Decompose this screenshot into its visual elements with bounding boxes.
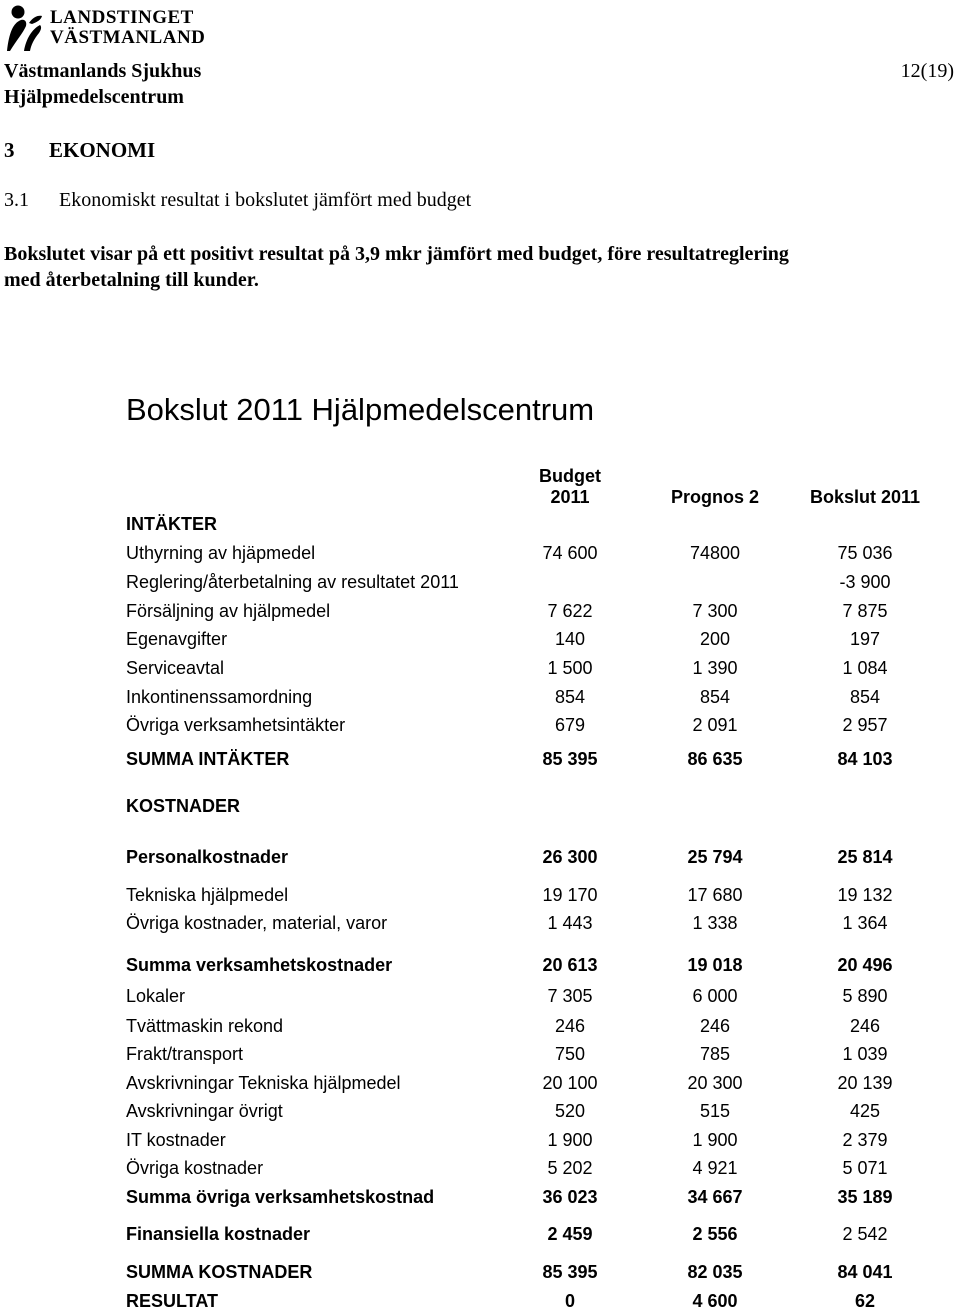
cell-prognos: 1 900	[692, 1130, 738, 1150]
row-label: Övriga verksamhetsintäkter	[126, 715, 346, 735]
cell-bokslut: 425	[849, 1101, 881, 1121]
cell-prognos: 4 921	[692, 1158, 738, 1178]
cell-prognos: 2 556	[692, 1224, 738, 1244]
intro-paragraph	[4, 241, 789, 293]
cell-bokslut: -3 900	[839, 572, 891, 592]
report-title: Bokslut 2011 Hjälpmedelscentrum	[126, 392, 595, 427]
cell-bokslut: 62	[854, 1291, 876, 1311]
table-row	[0, 986, 960, 1010]
cell-bokslut: 35 189	[837, 1187, 893, 1207]
cell-bokslut: 2 957	[842, 715, 888, 735]
table-row	[0, 715, 960, 739]
cell-budget: 85 395	[542, 1262, 598, 1282]
table-row	[0, 1073, 960, 1097]
row-label: Personalkostnader	[126, 847, 289, 867]
intro-line-1: Bokslutet visar på ett positivt resultat på 3,9 mkr jämfört med budget, före resultatreglering	[4, 243, 789, 265]
column-header-row-2	[0, 487, 960, 511]
cell-budget: 7 622	[547, 601, 593, 621]
table-row	[0, 1291, 960, 1315]
cell-bokslut: 5 890	[842, 986, 888, 1006]
table-row	[0, 847, 960, 871]
landstinget-logo-icon	[4, 3, 44, 53]
cell-budget: 19 170	[542, 885, 598, 905]
cell-prognos: 19 018	[687, 955, 743, 975]
cell-budget: 74 600	[542, 543, 598, 563]
row-label: Serviceavtal	[126, 658, 225, 678]
cell-budget: 520	[554, 1101, 586, 1121]
cell-bokslut: 7 875	[842, 601, 888, 621]
cell-budget: 854	[554, 687, 586, 707]
cell-budget: 750	[554, 1044, 586, 1064]
cell-budget: 1 900	[547, 1130, 593, 1150]
row-label: KOSTNADER	[126, 796, 241, 816]
cell-budget: 36 023	[542, 1187, 598, 1207]
cell-prognos: 785	[699, 1044, 731, 1064]
table-row	[0, 885, 960, 909]
row-label: SUMMA KOSTNADER	[126, 1262, 313, 1282]
col-budget-year: 2011	[550, 487, 590, 507]
logo-line-1: LANDSTINGET	[50, 7, 194, 28]
cell-prognos: 17 680	[687, 885, 743, 905]
cell-budget: 1 500	[547, 658, 593, 678]
cell-bokslut: 25 814	[837, 847, 893, 867]
cell-bokslut: 5 071	[842, 1158, 888, 1178]
cell-bokslut: 246	[849, 1016, 881, 1036]
cell-prognos: 86 635	[687, 749, 743, 769]
cell-bokslut: 197	[849, 629, 881, 649]
row-label: Övriga kostnader, material, varor	[126, 913, 388, 933]
row-label: Egenavgifter	[126, 629, 228, 649]
table-row	[0, 913, 960, 937]
header-org: Västmanlands Sjukhus	[4, 60, 202, 82]
cell-budget: 140	[554, 629, 586, 649]
cell-prognos: 854	[699, 687, 731, 707]
table-row	[0, 1130, 960, 1154]
cell-budget: 679	[554, 715, 586, 735]
cell-bokslut: 2 379	[842, 1130, 888, 1150]
cell-bokslut: 84 041	[837, 1262, 893, 1282]
section-number: 3	[4, 138, 15, 162]
row-label: Inkontinenssamordning	[126, 687, 313, 707]
row-label: SUMMA INTÄKTER	[126, 749, 290, 769]
cell-budget: 7 305	[547, 986, 593, 1006]
cell-prognos: 2 091	[692, 715, 738, 735]
row-label: Finansiella kostnader	[126, 1224, 311, 1244]
row-label: Avskrivningar övrigt	[126, 1101, 283, 1121]
cell-bokslut: 20 139	[837, 1073, 893, 1093]
cell-budget: 1 443	[547, 913, 593, 933]
cell-prognos: 74800	[689, 543, 741, 563]
cell-bokslut: 1 084	[842, 658, 888, 678]
row-label: Försäljning av hjälpmedel	[126, 601, 331, 621]
table-row	[0, 1187, 960, 1211]
cell-prognos: 25 794	[687, 847, 743, 867]
col-budget-label: Budget	[539, 466, 601, 486]
cell-bokslut: 1 039	[842, 1044, 888, 1064]
logo-wordmark	[50, 8, 205, 48]
cell-budget: 20 613	[542, 955, 598, 975]
table-row	[0, 796, 960, 820]
cell-prognos: 1 390	[692, 658, 738, 678]
row-label: RESULTAT	[126, 1291, 218, 1311]
cell-bokslut: 19 132	[837, 885, 893, 905]
cell-bokslut: 854	[849, 687, 881, 707]
table-row	[0, 1224, 960, 1248]
table-row	[0, 601, 960, 625]
row-label: Tekniska hjälpmedel	[126, 885, 289, 905]
table-row	[0, 543, 960, 567]
cell-prognos: 20 300	[687, 1073, 743, 1093]
cell-budget: 246	[554, 1016, 586, 1036]
table-row	[0, 1262, 960, 1286]
row-label: Summa verksamhetskostnader	[126, 955, 393, 975]
col-prognos: Prognos 2	[670, 487, 759, 507]
row-label: Frakt/transport	[126, 1044, 244, 1064]
row-label: Övriga kostnader	[126, 1158, 264, 1178]
cell-budget: 20 100	[542, 1073, 598, 1093]
cell-bokslut: 84 103	[837, 749, 893, 769]
section-heading	[4, 138, 155, 163]
table-row	[0, 1016, 960, 1040]
logo-line-2: VÄSTMANLAND	[50, 27, 206, 48]
cell-bokslut: 1 364	[842, 913, 888, 933]
cell-bokslut: 75 036	[837, 543, 893, 563]
row-label: Uthyrning av hjäpmedel	[126, 543, 316, 563]
table-row	[0, 629, 960, 653]
header-dept: Hjälpmedelscentrum	[4, 86, 184, 108]
row-label: Lokaler	[126, 986, 186, 1006]
subsection-title: Ekonomiskt resultat i bokslutet jämfört med budget	[59, 189, 472, 211]
cell-prognos: 4 600	[692, 1291, 738, 1311]
row-label: Tvättmaskin rekond	[126, 1016, 284, 1036]
row-label: Summa övriga verksamhetskostnad	[126, 1187, 435, 1207]
table-row	[0, 749, 960, 773]
table-row	[0, 1044, 960, 1068]
intro-line-2: med återbetalning till kunder.	[4, 269, 259, 291]
cell-prognos: 7 300	[692, 601, 738, 621]
cell-budget: 85 395	[542, 749, 598, 769]
cell-prognos: 82 035	[687, 1262, 743, 1282]
table-row	[0, 1158, 960, 1182]
cell-prognos: 200	[699, 629, 731, 649]
cell-budget: 5 202	[547, 1158, 593, 1178]
cell-prognos: 1 338	[692, 913, 738, 933]
subsection-heading	[4, 189, 471, 212]
section-title: EKONOMI	[49, 138, 156, 162]
table-row	[0, 955, 960, 979]
cell-budget: 2 459	[547, 1224, 593, 1244]
cell-budget: 26 300	[542, 847, 598, 867]
cell-bokslut: 2 542	[842, 1224, 888, 1244]
row-label: IT kostnader	[126, 1130, 226, 1150]
table-row	[0, 514, 960, 538]
cell-prognos: 34 667	[687, 1187, 743, 1207]
cell-prognos: 515	[699, 1101, 731, 1121]
table-row	[0, 687, 960, 711]
table-row	[0, 658, 960, 682]
cell-budget: 0	[564, 1291, 575, 1311]
row-label: Avskrivningar Tekniska hjälpmedel	[126, 1073, 401, 1093]
cell-prognos: 246	[699, 1016, 731, 1036]
row-label: INTÄKTER	[126, 514, 217, 534]
col-bokslut: Bokslut 2011	[809, 487, 921, 507]
cell-prognos: 6 000	[692, 986, 738, 1006]
row-label: Reglering/återbetalning av resultatet 2011	[126, 572, 459, 592]
page-number: 12(19)	[900, 60, 954, 82]
subsection-number: 3.1	[4, 189, 29, 211]
cell-bokslut: 20 496	[837, 955, 893, 975]
table-row	[0, 572, 960, 596]
table-row	[0, 1101, 960, 1125]
